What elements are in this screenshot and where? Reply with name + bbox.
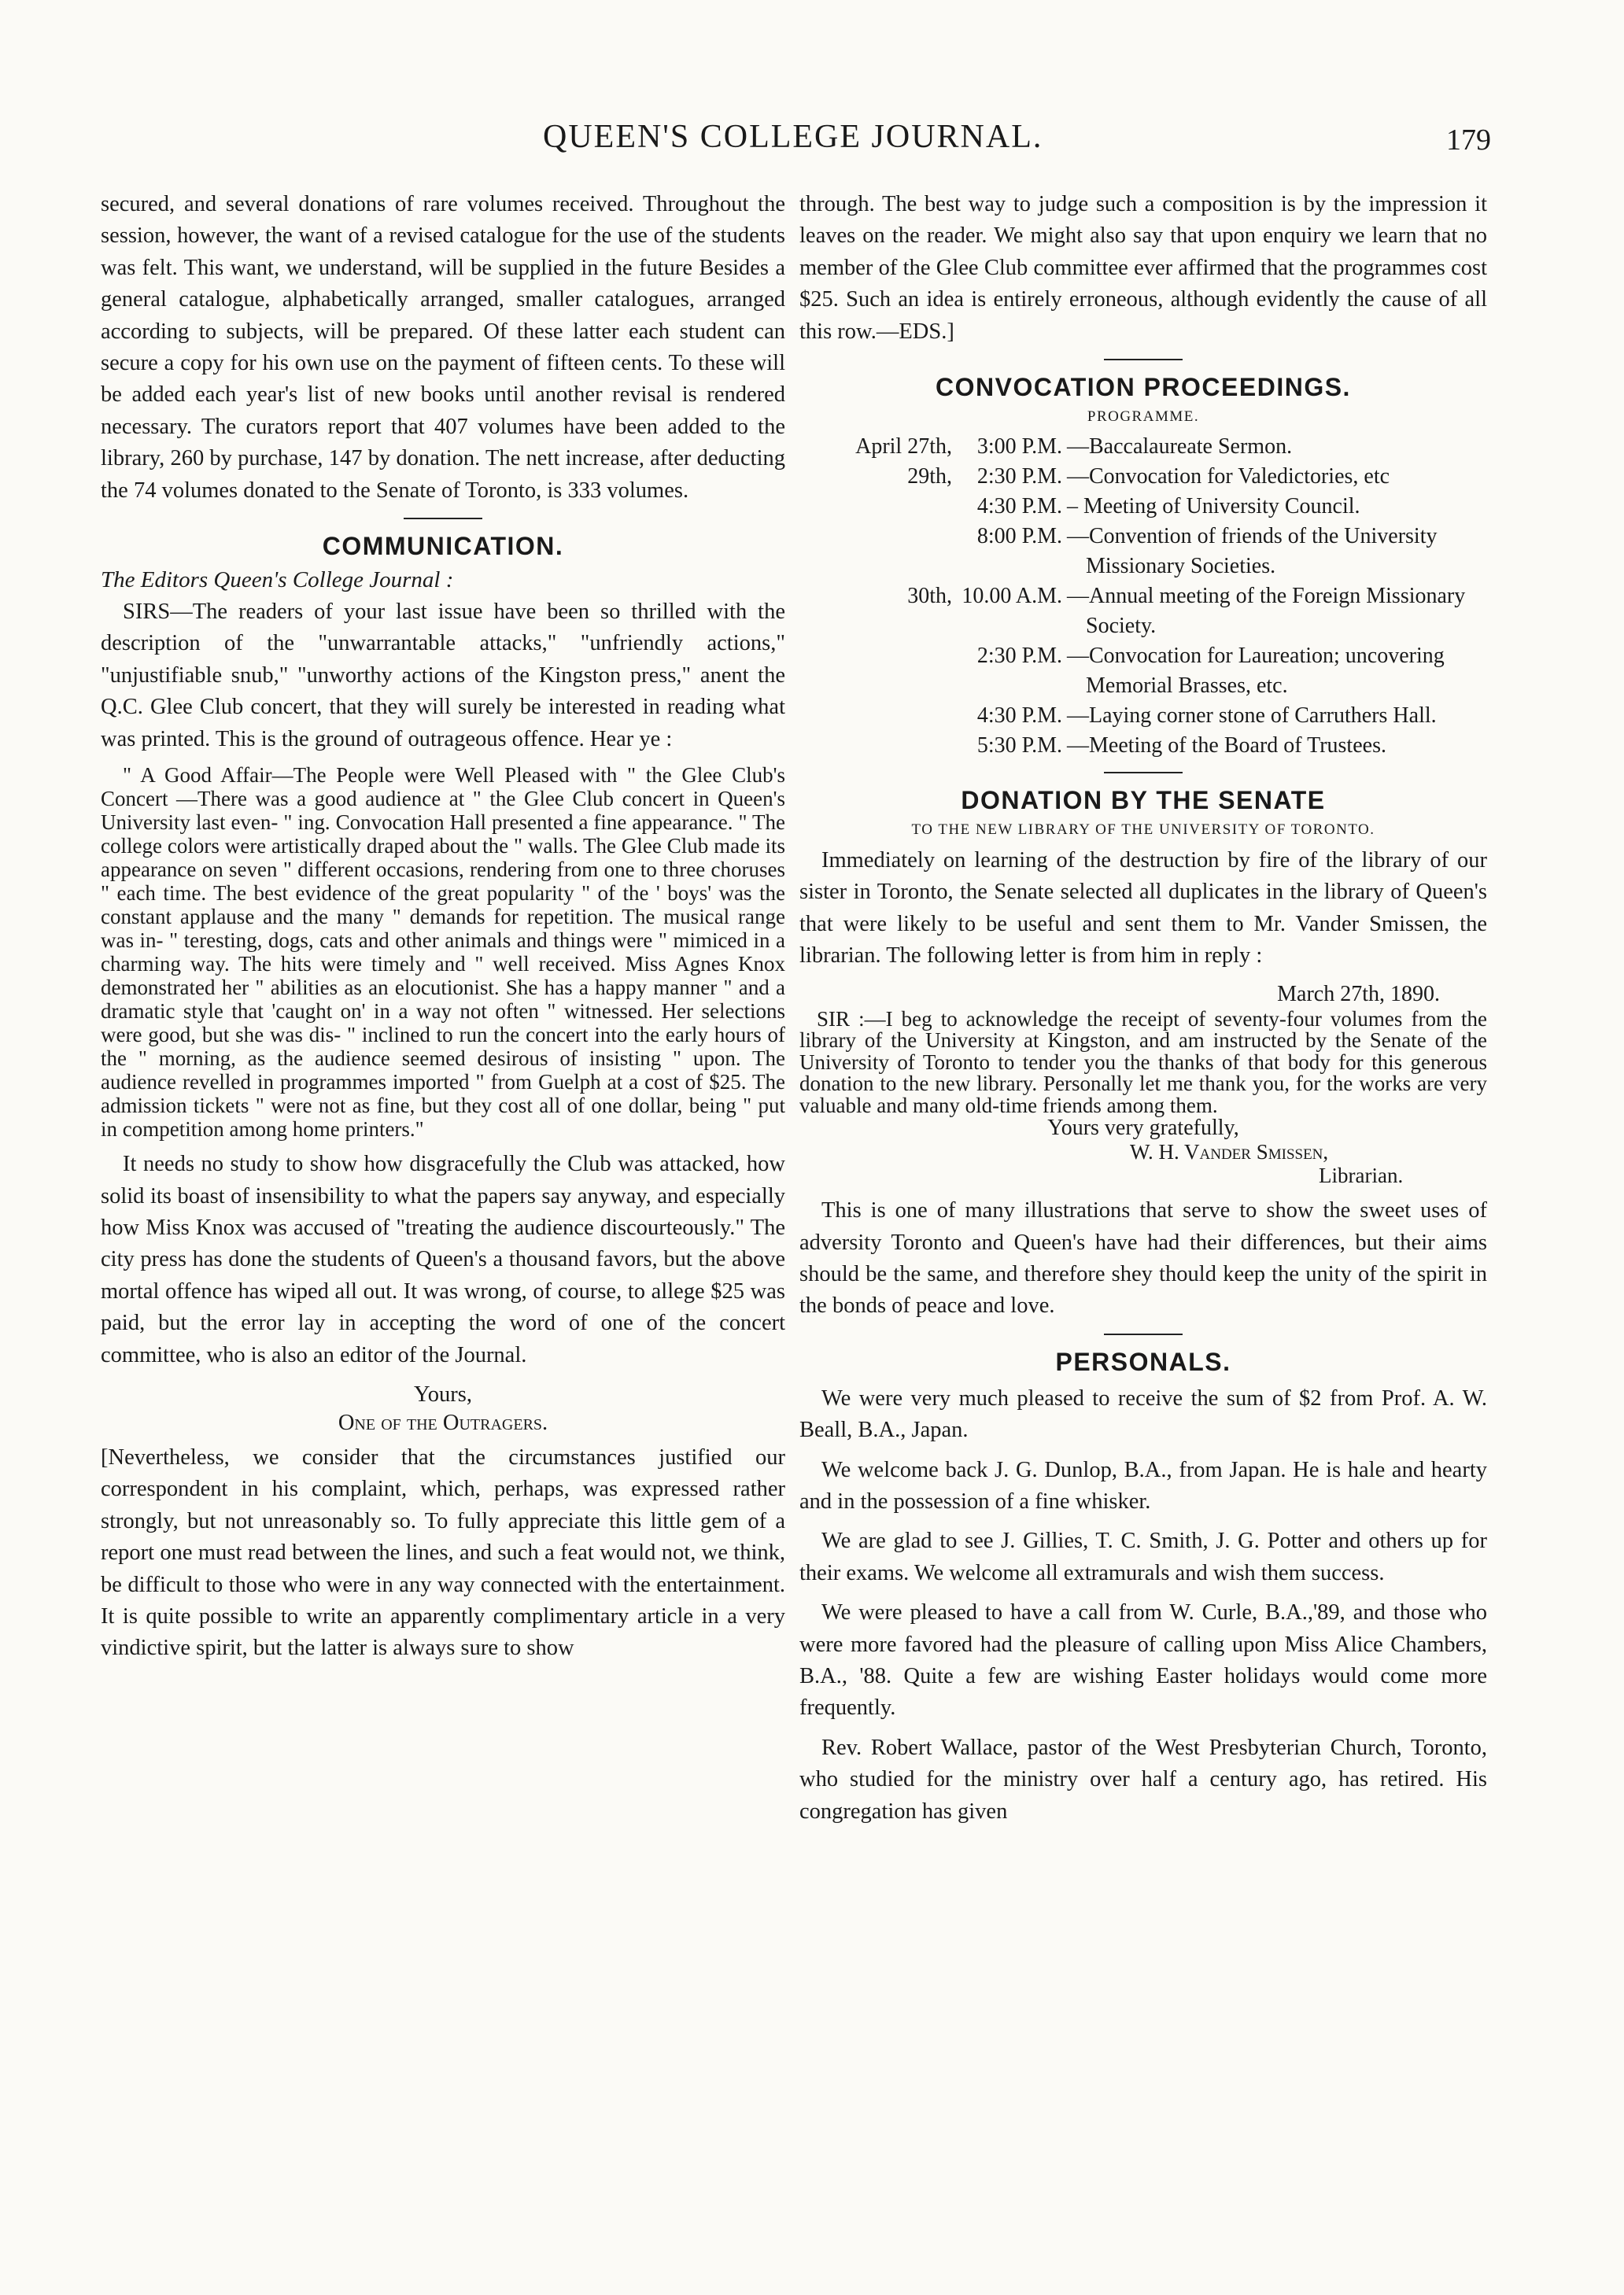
- communication-section: [101, 532, 785, 1665]
- library-report-paragraph: secured, and several donations of rare volumes received. Throughout the session, however, the want of a revised catalogue for the use of the students was felt. This want, we understand, will be supplied in the future Besides a general catalogue, alphabetically arranged, smaller catalogues, arranged according to subjects, will be prepared. Of these latter each student can secure a copy for his own use on the payment of fifteen cents. To these will be added each year's list of new books until another revisal is rendered necessary. The curators report that 407 volumes have been added to the library, 260 by purchase, 147 by donation. The nett increase, after deducting the 74 volumes donated to the Senate of Toronto, is 333 volumes.: [101, 192, 785, 503]
- convocation-section: [799, 373, 1487, 761]
- page-number: 179: [1446, 124, 1491, 157]
- letter-signer: W. H. Vander Smissen,: [1130, 1140, 1329, 1164]
- donation-heading: DONATION BY THE SENATE: [961, 786, 1326, 815]
- letter-date: March 27th, 1890.: [1277, 981, 1440, 1006]
- signature-yours: Yours,: [414, 1382, 472, 1407]
- signature-name: One of the Outragers.: [338, 1410, 548, 1435]
- personal-item: We are glad to see J. Gillies, T. C. Smith, J. G. Potter and others up for their exams. We welcome all extramurals and wish them success.: [799, 1529, 1487, 1585]
- personals-section: [799, 1348, 1487, 1828]
- donation-subheading: TO THE NEW LIBRARY OF THE UNIVERSITY OF TORONTO.: [911, 821, 1375, 839]
- communication-paragraph: SIRS—The readers of your last issue have been so thrilled with the description of the "unwarrantable attacks," "unfriendly actions," "unjustifiable snub," "unworthy actions of the Kingston press," anent the Q.C. Glee Club concert, that they will surely be interested in reading what was printed. This is the ground of outrageous offence. Hear ye :: [101, 600, 785, 751]
- donation-paragraph: This is one of many illustrations that serve to show the sweet uses of adversity Toronto and Queen's have had their differences, but their aims should be the same, and therefore shey thould keep the unity of the spirit in the bonds of peace and love.: [799, 1198, 1487, 1319]
- page-header: [0, 118, 1624, 173]
- quoted-press-report: " A Good Affair—The People were Well Pleased with " the Glee Club's Concert —There was a good audience at " the Glee Club concert in Queen's University last even- " ing. Convocation Hall presented a fine appearance. " The college colors were artistically draped about the " walls. The Glee Club made its appearance on seven " different occasions, rendering from one to three choruses " each time. The best evidence of the great popularity " of the ' boys' was the constant applause and the many " demands for repetition. The musical range was in- " teresting, dogs, cats and other animals and things were " mimiced in a charming way. The hits were timely and " well received. Miss Agnes Knox demonstrated her " abilities as an elocutionist. She has a happy manner " and a dramatic style that 'caught on' in a way not often " witnessed. Her selections were good, but she was dis- " inclined to run the concert into the early hours of the " morning, as the audience seemed desirous of insisting " upon. The audience revelled in programmes imported " from Guelph at a cost of $25. The admission tickets " were not as fine, but they cost all of one dollar, being " put in competition among home printers.": [101, 763, 785, 1142]
- programme-list: [799, 432, 1487, 761]
- running-title: QUEEN'S COLLEGE JOURNAL.: [543, 119, 1043, 155]
- communication-heading: COMMUNICATION.: [322, 532, 564, 561]
- personal-item: We were very much pleased to receive the sum of $2 from Prof. A. W. Beall, B.A., Japan.: [799, 1385, 1487, 1443]
- right-column: [799, 189, 1487, 1836]
- programme-row: 5:30 P.M. —Meeting of the Board of Trustees.: [976, 733, 1386, 758]
- personal-item: We were pleased to have a call from W. Curle, B.A.,'89, and those who were more favored had the pleasure of calling upon Miss Alice Chambers, B.A., '88. Quite a few are wishing Easter holidays would come more frequently.: [799, 1600, 1487, 1721]
- letter: [799, 980, 1487, 1188]
- programme-row: 4:30 P.M. —Laying corner stone of Carruthers Hall.: [976, 703, 1437, 729]
- personal-item: We welcome back J. G. Dunlop, B.A., from Japan. He is hale and hearty and in the possession of a fine whisker.: [799, 1457, 1487, 1514]
- programme-row: 29th, 2:30 P.M. —Convocation for Valedictories, etc: [907, 464, 1390, 489]
- personals-heading: PERSONALS.: [1055, 1347, 1231, 1376]
- letter-body: SIR :—I beg to acknowledge the receipt of seventy-four volumes from the library of the University at Kingston, and am instructed by the Senate of the University of Toronto to tender you the thanks of that body for this generous donation to the new library. Personally let me thank you, for the works are very valuable and many old-time friends among them.: [799, 1006, 1487, 1117]
- left-column: [101, 189, 785, 1673]
- section-divider: [1104, 772, 1183, 773]
- section-divider: [404, 518, 482, 519]
- editor-note-continuation: through. The best way to judge such a composition is by the impression it leaves on the reader. We might also say that upon enquiry we learn that no member of the Glee Club committee ever affirmed that the programmes cost $25. Such an idea is entirely erroneous, although evidently the cause of all this row.—EDS.]: [799, 192, 1487, 344]
- salutation: The Editors Queen's College Journal :: [101, 567, 454, 593]
- section-divider: [1104, 1334, 1183, 1335]
- convocation-heading: CONVOCATION PROCEEDINGS.: [936, 373, 1351, 402]
- programme-row: April 27th, 3:00 P.M. —Baccalaureate Sermon.: [855, 434, 1293, 459]
- programme-row: 4:30 P.M. – Meeting of University Council.: [976, 494, 1360, 519]
- communication-paragraph: It needs no study to show how disgracefully the Club was attacked, how solid its boast of insensibility to what the papers say anyway, and especially how Miss Knox was accused of "treating the audience discourteously." The city press has done the students of Queen's a thousand favors, but the above mortal offence has wiped all out. It was wrong, of course, to allege $25 was paid, but the error lay in accepting the word of one of the concert committee, who is also an editor of the Journal.: [101, 1152, 785, 1367]
- editor-note: [Nevertheless, we consider that the circumstances justified our correspondent in his complaint, which, perhaps, was expressed rather strongly, but not unreasonably so. To fully appreciate this little gem of a report one must read between the lines, and such a feat would not, we think, be difficult to those who were in any way connected with the entertainment. It is quite possible to write an apparently complimentary article in a very vindictive spirit, but the latter is always sure to show: [101, 1445, 785, 1661]
- section-divider: [1104, 359, 1183, 360]
- programme-row: 2:30 P.M. —Convocation for Laureation; uncovering Memorial Brasses, etc.: [976, 644, 1445, 699]
- letter-closing: Yours very gratefully,: [1047, 1116, 1239, 1141]
- programme-row: 30th, 10.00 A.M. —Annual meeting of the Foreign Missionary Society.: [907, 584, 1466, 639]
- personal-item: Rev. Robert Wallace, pastor of the West Presbyterian Church, Toronto, who studied for the ministry over half a century ago, has retired. His congregation has given: [799, 1735, 1487, 1824]
- letter-signer-title: Librarian.: [1319, 1164, 1404, 1188]
- donation-paragraph: Immediately on learning of the destruction by fire of the library of our sister in Toronto, the Senate selected all duplicates in the library of Queen's that were likely to be useful and sent them to Mr. Vander Smissen, the librarian. The following letter is from him in reply :: [799, 848, 1487, 969]
- programme-row: 8:00 P.M. —Convention of friends of the University Missionary Societies.: [976, 524, 1438, 579]
- programme-subheading: PROGRAMME.: [1087, 408, 1200, 426]
- donation-section: [799, 786, 1487, 1323]
